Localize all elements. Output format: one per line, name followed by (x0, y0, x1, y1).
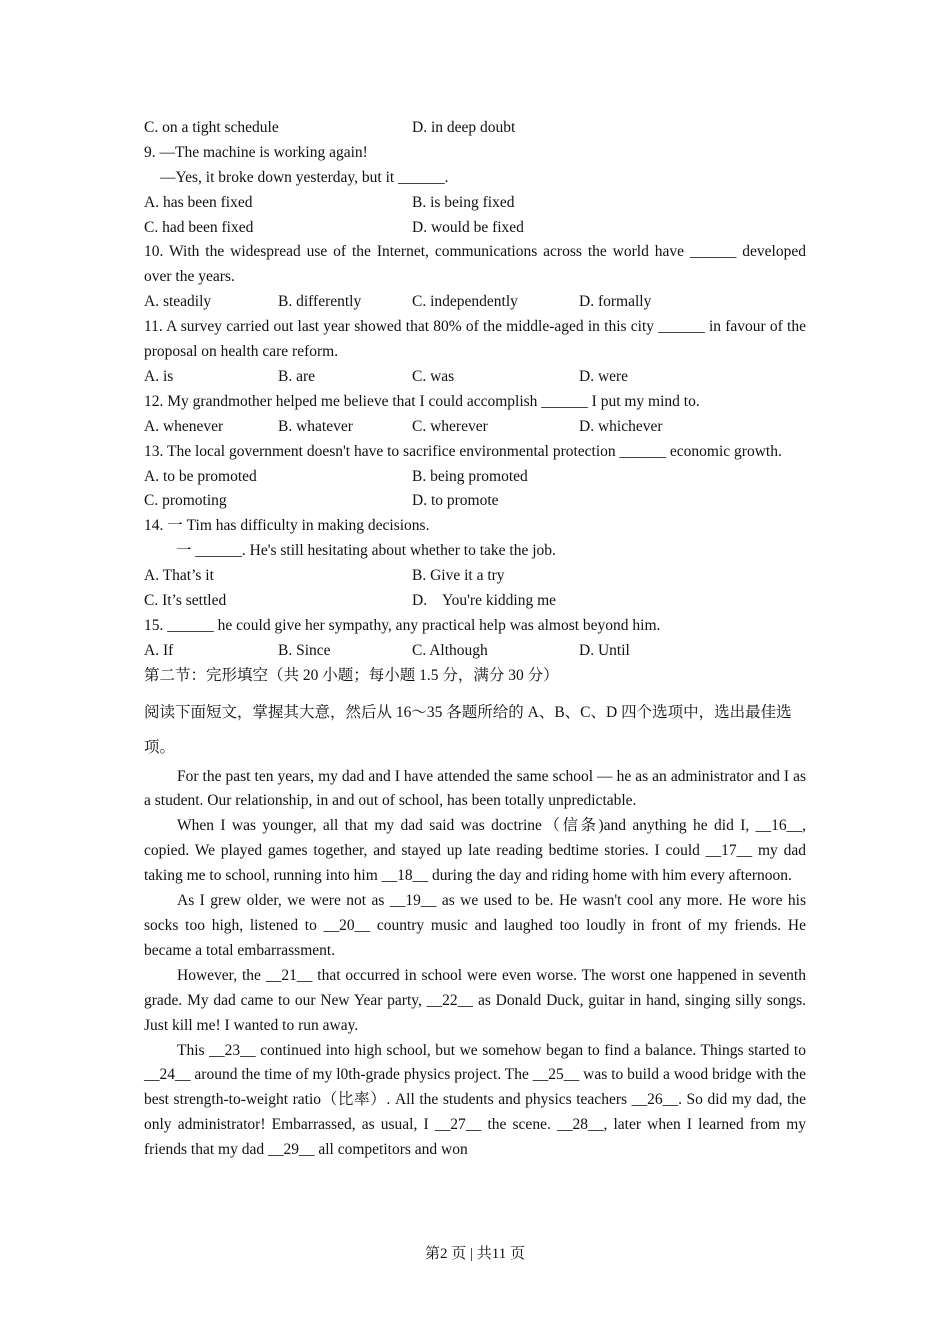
option-d: D. were (579, 367, 629, 385)
q8-options-row (144, 116, 806, 141)
option-a: A. is (144, 367, 174, 385)
option-d: D. in deep doubt (412, 119, 516, 136)
option-d: D. whichever (579, 417, 663, 435)
passage-paragraph: This __23__ continued into high school, but we somehow began to find a balance. Things started to __24__ around the time of my l0th-grade physics project. The __25__ was to build a wood bridge with the best strength-to-weight ratio（比率）. All the students and physics teachers __26__. So did my dad, the only administrator! Embarrassed, as usual, I __27__ the scene. __28__, later when I learned from my friends that my dad __29__ all competitors and won (144, 1041, 806, 1159)
q15-stem: 15. ______ he could give her sympathy, any practical help was almost beyond him. (144, 616, 661, 634)
q14-options-row-1 (144, 564, 806, 589)
q9-options-row-2 (144, 216, 806, 241)
option-b: B. whatever (278, 417, 353, 435)
passage-paragraph: As I grew older, we were not as __19__ as we used to be. He wasn't cool any more. He wore his socks too high, listened to __20__ country music and laughed too loudly in front of my friends. He became a total embarrassment. (144, 892, 806, 959)
exam-page (144, 116, 806, 1163)
q13-options-row-2 (144, 489, 806, 514)
q10-options-row (144, 290, 806, 315)
option-d: D. would be fixed (412, 218, 524, 236)
q15-options-row (144, 639, 806, 664)
option-d: D. formally (579, 293, 652, 311)
option-a: A. That’s it (144, 567, 214, 585)
option-a: A. If (144, 641, 174, 659)
q11-stem: 11. A survey carried out last year showed that 80% of the middle-aged in this city ______ in favour of the proposal on health care reform. (144, 318, 806, 361)
option-c: C. independently (412, 293, 518, 311)
q14-stem-reply: 一 ______. He's still hesitating about whether to take the job. (176, 542, 556, 560)
q9-stem: 9. —The machine is working again! (144, 143, 368, 161)
passage-paragraph: For the past ten years, my dad and I have attended the same school — he as an administrator and I as a student. Our relationship, in and out of school, has been totally unpredictable. (144, 767, 806, 810)
passage-paragraph: However, the __21__ that occurred in school were even worse. The worst one happened in seventh grade. My dad came to our New Year party, __22__ as Donald Duck, guitar in hand, singing silly songs. Just kill me! I wanted to run away. (144, 966, 806, 1034)
option-a: A. to be promoted (144, 467, 257, 485)
option-a: A. whenever (144, 417, 224, 435)
option-d: D. Until (579, 641, 630, 659)
q14-stem: 14. 一 Tim has difficulty in making decisions. (144, 517, 430, 535)
q13-options-row-1 (144, 465, 806, 490)
section-instruction: 阅读下面短文，掌握其大意，然后从 16～35 各题所给的 A、B、C、D 四个选项中，选出最佳选项。 (144, 703, 792, 756)
section-heading: 第二节：完形填空（共 20 小题；每小题 1.5 分，满分 30 分） (144, 666, 559, 684)
q10-stem: 10. With the widespread use of the Internet, communications across the world have ______ developed over the years. (144, 243, 806, 286)
option-c: C. Although (412, 641, 488, 659)
option-b: B. are (278, 367, 316, 385)
q11-options-row (144, 365, 806, 390)
option-b: B. being promoted (412, 467, 528, 485)
option-c: C. It’s settled (144, 592, 227, 609)
q9-stem-reply: —Yes, it broke down yesterday, but it ______. (160, 168, 449, 186)
option-c: C. wherever (412, 417, 488, 435)
option-c: C. was (412, 367, 455, 385)
q9-options-row-1 (144, 191, 806, 216)
option-b: B. Give it a try (412, 567, 505, 585)
option-d: D. to promote (412, 492, 499, 510)
q14-options-row-2 (144, 589, 806, 614)
option-b: B. differently (278, 293, 362, 311)
option-a: A. steadily (144, 293, 212, 311)
q12-options-row (144, 415, 806, 440)
q12-stem: 12. My grandmother helped me believe that I could accomplish ______ I put my mind to. (144, 392, 700, 410)
option-c: C. on a tight schedule (144, 119, 279, 136)
page-footer: 第2 页 | 共11 页 (425, 1246, 525, 1262)
option-b: B. Since (278, 641, 331, 659)
passage-paragraph: When I was younger, all that my dad said was doctrine（信条)and anything he did I, __16__, copied. We played games together, and stayed up late reading bedtime stories. I could __17__ my dad taking me to school, running into him __18__ during the day and riding home with him every afternoon. (144, 817, 806, 885)
option-c: C. promoting (144, 492, 227, 510)
q13-stem: 13. The local government doesn't have to sacrifice environmental protection ______ economic growth. (144, 442, 782, 460)
option-b: B. is being fixed (412, 193, 515, 211)
option-c: C. had been fixed (144, 218, 254, 236)
option-d: D. You're kidding me (412, 592, 557, 609)
option-a: A. has been fixed (144, 193, 253, 211)
